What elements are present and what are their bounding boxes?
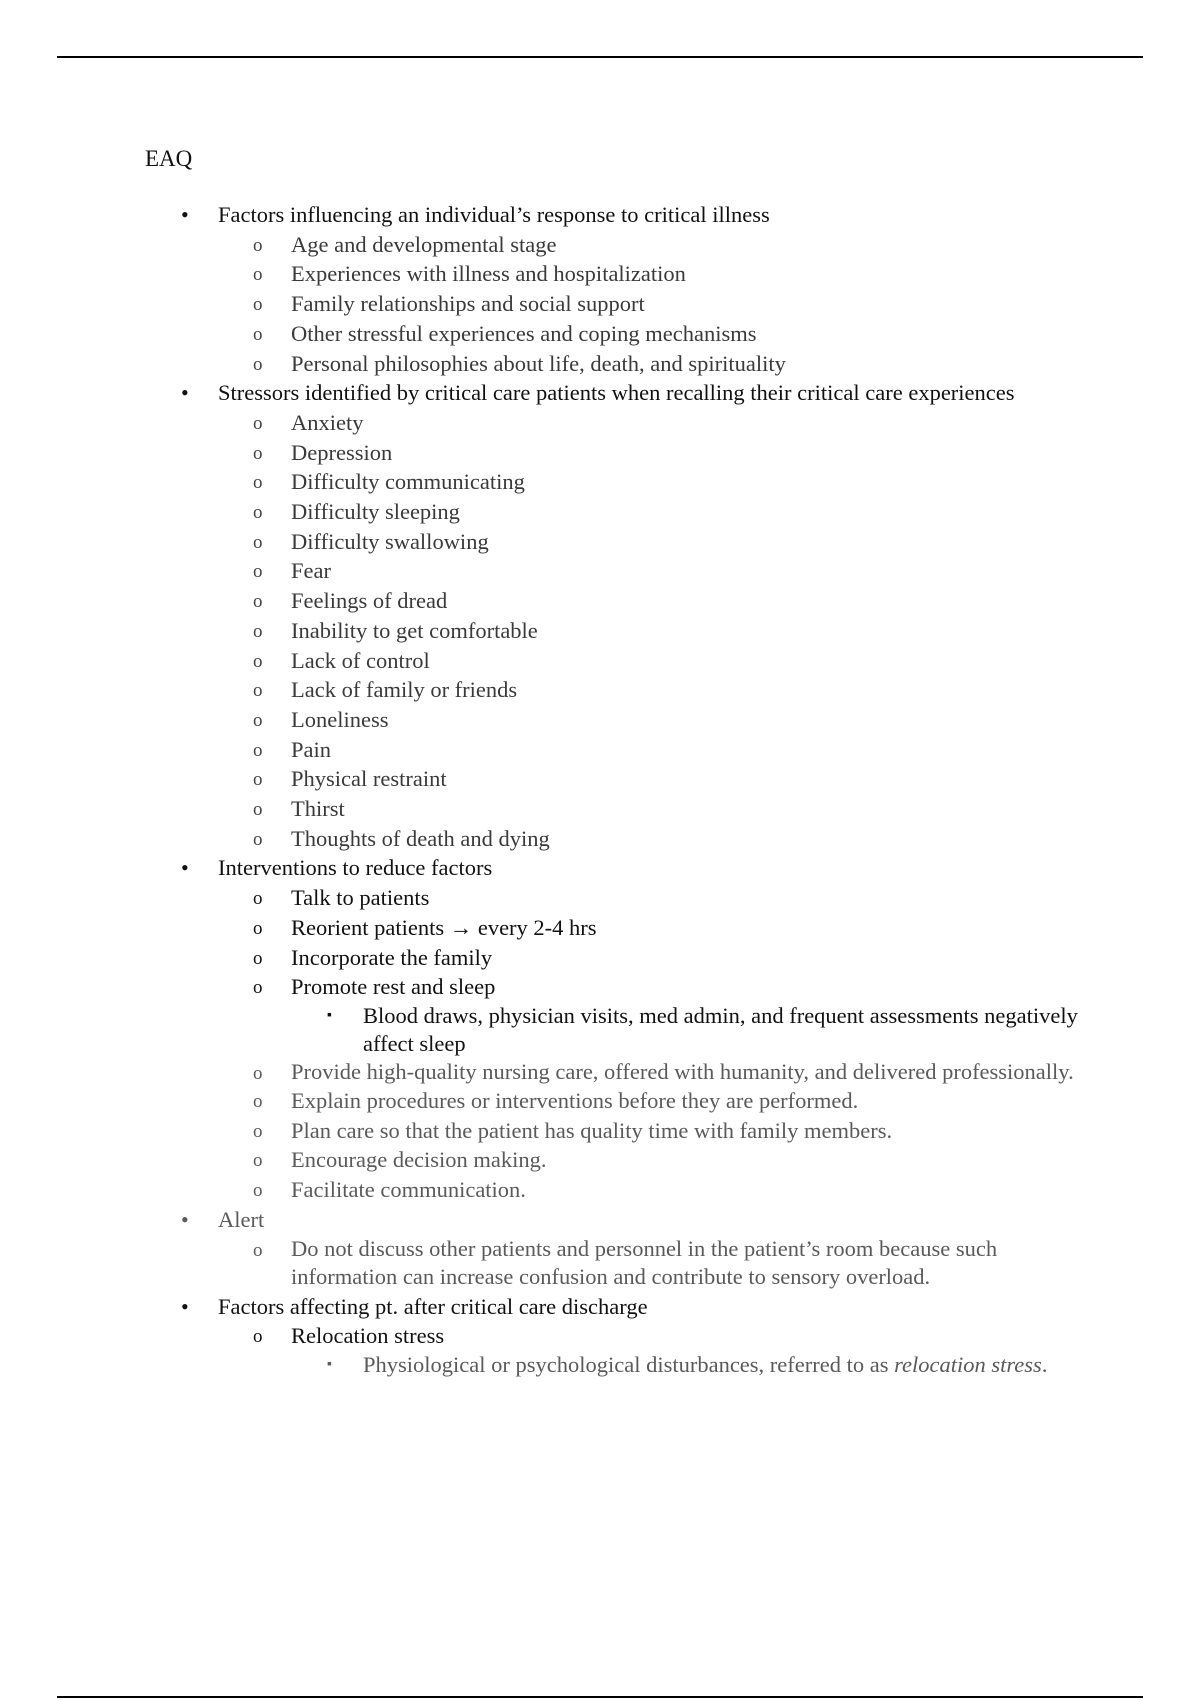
list-item: o Lack of control xyxy=(218,646,1105,676)
list-item: o Difficulty communicating xyxy=(218,467,1105,497)
section-heading: Interventions to reduce factors xyxy=(218,855,493,881)
list-item: o Do not discuss other patients and personnel in the patient’s room because such information can increase confusion and contribute to sensory overload. xyxy=(253,1235,998,1290)
list-item: ▪ Blood draws, physician visits, med admin, and frequent assessments negatively affect sleep xyxy=(327,1002,1078,1056)
list-item: o Plan care so that the patient has quality time with family members. xyxy=(218,1116,1105,1146)
bullet-circle: o xyxy=(253,1239,263,1261)
bullet-circle: o xyxy=(253,799,263,821)
bullet-circle: o xyxy=(253,947,263,969)
list-item: o Promote rest and sleep ▪ Blood draws, physician visits, med admin, and frequent assessments negatively affect sleep xyxy=(218,972,1105,1057)
bullet-circle: o xyxy=(253,294,263,316)
bullet-circle: o xyxy=(253,1150,263,1172)
list-item: o Thoughts of death and dying xyxy=(218,824,1105,854)
list-item: ▪ Physiological or psychological disturbances, referred to as relocation stress. xyxy=(327,1352,1048,1377)
section-interventions xyxy=(145,853,1105,1204)
bullet-disc: • xyxy=(181,202,189,227)
bullet-circle: o xyxy=(253,264,263,286)
section-heading: Alert xyxy=(218,1206,265,1232)
sub-sublist xyxy=(291,1002,1105,1058)
outline-list xyxy=(145,200,1105,1379)
bullet-circle: o xyxy=(253,412,263,434)
list-item: o Other stressful experiences and coping mechanisms xyxy=(218,319,1105,349)
sublist xyxy=(218,883,1105,1205)
list-item: o Experiences with illness and hospitalization xyxy=(218,259,1105,289)
bullet-circle: o xyxy=(253,1091,263,1113)
bullet-disc: • xyxy=(181,1206,189,1232)
list-item: o Provide high-quality nursing care, offered with humanity, and delivered professionally. xyxy=(218,1058,1105,1087)
list-item: o Relocation stress ▪ Physiological or psychological disturbances, referred to as relocation stress. xyxy=(218,1321,1105,1379)
list-item: o Explain procedures or interventions before they are performed. xyxy=(218,1086,1105,1116)
bullet-disc: • xyxy=(181,855,189,881)
list-item: o Age and developmental stage xyxy=(218,230,1105,260)
sub-sublist xyxy=(291,1351,1105,1379)
list-item: o Facilitate communication. xyxy=(218,1175,1105,1205)
bullet-circle: o xyxy=(253,739,263,761)
list-item: o Difficulty swallowing xyxy=(218,527,1105,557)
list-item: o Lack of family or friends xyxy=(218,675,1105,705)
list-item: o Difficulty sleeping xyxy=(218,497,1105,527)
section-stressors xyxy=(145,378,1105,853)
bullet-circle: o xyxy=(253,680,263,702)
list-item: o Family relationships and social support xyxy=(218,289,1105,319)
bullet-circle: o xyxy=(253,353,263,375)
document-title: EAQ xyxy=(145,146,193,171)
bullet-circle: o xyxy=(253,472,263,494)
bullet-circle: o xyxy=(253,917,263,939)
bullet-circle: o xyxy=(253,769,263,791)
bullet-circle: o xyxy=(253,1120,263,1142)
section-factors-influencing xyxy=(145,200,1105,378)
section-alert xyxy=(145,1205,1105,1292)
bullet-circle: o xyxy=(253,709,263,731)
list-item: o Personal philosophies about life, death, and spirituality xyxy=(218,349,1105,379)
list-item: o Inability to get comfortable xyxy=(218,616,1105,646)
list-item: o Anxiety xyxy=(218,408,1105,438)
footer-rule xyxy=(57,1696,1143,1698)
bullet-circle: o xyxy=(253,977,263,999)
sublist xyxy=(218,408,1105,854)
list-item: o Incorporate the family xyxy=(218,943,1105,973)
list-item: o Pain xyxy=(218,735,1105,765)
section-heading: Factors influencing an individual’s response to critical illness xyxy=(218,202,770,227)
list-item: o Thirst xyxy=(218,794,1105,824)
bullet-circle: o xyxy=(253,502,263,524)
bullet-circle: o xyxy=(253,828,263,850)
list-item: o Depression xyxy=(218,438,1105,468)
list-item: o Physical restraint xyxy=(218,764,1105,794)
bullet-disc: • xyxy=(181,380,189,406)
bullet-circle: o xyxy=(253,442,263,464)
sublist xyxy=(218,1321,1105,1379)
bullet-circle: o xyxy=(253,1326,263,1348)
bullet-square: ▪ xyxy=(327,1007,332,1023)
section-heading: Factors affecting pt. after critical care discharge xyxy=(218,1293,648,1319)
list-item: o Reorient patients → every 2-4 hrs xyxy=(218,913,1105,943)
bullet-circle: o xyxy=(253,531,263,553)
bullet-circle: o xyxy=(253,650,263,672)
bullet-circle: o xyxy=(253,1180,263,1202)
bullet-circle: o xyxy=(253,620,263,642)
section-after-discharge xyxy=(145,1292,1105,1379)
bullet-circle: o xyxy=(253,1062,263,1084)
bullet-circle: o xyxy=(253,888,263,910)
bullet-circle: o xyxy=(253,323,263,345)
bullet-circle: o xyxy=(253,561,263,583)
list-item: o Fear xyxy=(218,556,1105,586)
bullet-circle: o xyxy=(253,234,263,256)
list-item: o Loneliness xyxy=(218,705,1105,735)
list-item: o Feelings of dread xyxy=(218,586,1105,616)
list-item: o Encourage decision making. xyxy=(218,1145,1105,1175)
section-heading: Stressors identified by critical care patients when recalling their critical care experiences xyxy=(218,380,1015,406)
header-rule xyxy=(57,56,1143,58)
bullet-circle: o xyxy=(253,591,263,613)
emphasis-term: relocation stress xyxy=(894,1352,1042,1377)
bullet-square: ▪ xyxy=(327,1357,332,1372)
document-body xyxy=(145,144,1105,1379)
sublist xyxy=(218,1235,1105,1292)
sublist xyxy=(218,230,1105,379)
list-item: o Talk to patients xyxy=(218,883,1105,913)
bullet-disc: • xyxy=(181,1293,189,1319)
